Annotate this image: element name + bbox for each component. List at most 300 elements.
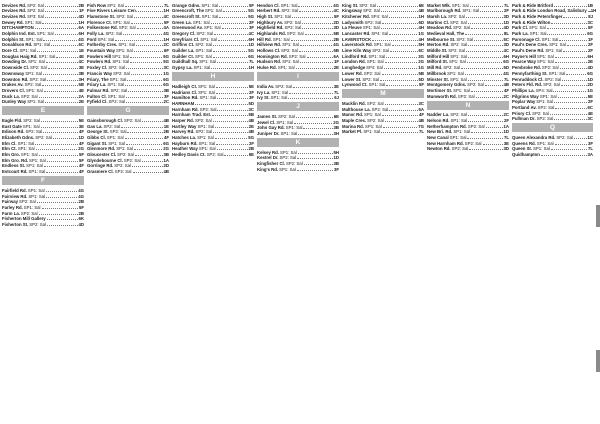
- grid-reference: 2E: [248, 123, 254, 129]
- postcode-area: SP2: Sal: [363, 70, 381, 76]
- postcode-area: SP2: Sal: [536, 116, 554, 122]
- grid-reference: 1H: [163, 36, 169, 42]
- street-name: Phillips La.: [512, 87, 535, 93]
- street-name: Park & Ride London Road, Salisbury: [512, 8, 587, 14]
- street-name: Hayburn Rd.: [172, 140, 198, 146]
- dot-leader: [299, 8, 332, 13]
- grid-reference: 3G: [418, 53, 424, 59]
- dot-leader: [215, 134, 247, 139]
- postcode-area: SP1: Sal: [285, 125, 303, 131]
- dot-leader: [212, 112, 247, 117]
- dot-leader: [195, 100, 247, 105]
- section-letter-heading: I: [257, 72, 339, 81]
- street-name: George St.: [87, 129, 109, 135]
- dot-leader: [382, 19, 417, 24]
- postcode-area: SP1: Sal: [25, 70, 42, 76]
- dot-leader: [45, 99, 78, 104]
- street-name: Highlands Rd.: [257, 31, 286, 37]
- grid-reference: 2A: [78, 93, 84, 99]
- street-name: James St.: [257, 113, 278, 119]
- street-name: Duck La.: [2, 93, 20, 99]
- grid-reference: 5G: [248, 13, 254, 19]
- street-name: Hollows Cl.: [257, 48, 281, 54]
- street-name: Grange Gdns.: [172, 2, 201, 8]
- grid-reference: 5F: [333, 13, 339, 19]
- grid-reference: 3F: [248, 95, 254, 101]
- street-name: High St.: [257, 13, 274, 19]
- grid-reference: 4H: [418, 25, 424, 31]
- grid-reference: 3E: [333, 83, 339, 89]
- index-entry: [342, 129, 424, 135]
- postcode-area: SP2: Sal: [199, 106, 217, 112]
- street-name: Market Wlk.: [427, 2, 451, 8]
- index-entry: [2, 169, 84, 175]
- postcode-area: SP1: Sal: [462, 8, 480, 14]
- street-name: Kitchener Rd.: [342, 13, 370, 19]
- index-entry: [427, 146, 509, 152]
- postcode-area: SP2: Sal: [450, 42, 468, 48]
- section-letter-heading: F: [2, 176, 84, 185]
- grid-reference: 5B: [78, 82, 84, 88]
- postcode-area: SP2: Sal: [110, 87, 128, 93]
- postcode-area: SP1: Sal: [449, 135, 467, 141]
- street-name: Ford: [87, 36, 97, 42]
- index-entry: [87, 99, 169, 105]
- dot-leader: [382, 70, 418, 75]
- index-column: [426, 2, 511, 424]
- postcode-area: SP2: Sal: [456, 36, 474, 42]
- postcode-area: SP2: Sal: [116, 13, 133, 19]
- dot-leader: [300, 59, 333, 64]
- street-name: Guildhall Sq.: [172, 59, 199, 65]
- grid-reference: 6C: [418, 48, 424, 54]
- street-name: Friary, The: [87, 76, 109, 82]
- grid-reference: 5B: [418, 70, 424, 76]
- dot-leader: [390, 48, 418, 53]
- street-name: Elm Gro. Rd.: [2, 157, 29, 163]
- dot-leader: [466, 48, 502, 53]
- grid-reference: 1D: [78, 135, 84, 141]
- postcode-area: SP2: Sal: [451, 146, 469, 152]
- grid-reference: 3F: [248, 25, 254, 31]
- dot-leader: [216, 140, 248, 145]
- street-name: Guilder La.: [172, 48, 195, 54]
- street-name: Ivy La.: [257, 89, 271, 95]
- postcode-area: SP1: Sal: [199, 59, 216, 65]
- grid-reference: 6G: [587, 70, 593, 76]
- dot-leader: [297, 155, 332, 160]
- grid-reference: 4F: [78, 163, 84, 169]
- postcode-area: SP1: Sal: [270, 95, 288, 101]
- grid-reference: 7G: [418, 123, 424, 129]
- grid-reference: 6G: [163, 82, 169, 88]
- dot-leader: [45, 8, 78, 13]
- postcode-area: SP1: Sal: [116, 146, 133, 152]
- postcode-area: SP2: Sal: [544, 76, 562, 82]
- postcode-area: SP1: Sal: [112, 53, 129, 59]
- grid-reference: 2F: [503, 117, 509, 123]
- dot-leader: [217, 59, 248, 64]
- postcode-area: SP1: Sal: [199, 95, 217, 101]
- street-name: Penruddock Cl.: [512, 76, 544, 82]
- street-name: Queen St.: [512, 146, 533, 152]
- grid-reference: 1A: [163, 157, 169, 163]
- street-name: Park & Ride Petersfinger: [512, 13, 563, 19]
- street-name: LAVERSTOCK: [342, 36, 372, 42]
- grid-reference: 4B: [248, 117, 254, 123]
- grid-reference: 4B: [163, 117, 169, 123]
- street-name: Ladysmith: [342, 19, 364, 25]
- street-name: Queens Rd.: [512, 140, 536, 146]
- dot-leader: [44, 163, 78, 168]
- index-column: [341, 2, 426, 424]
- dot-leader: [299, 48, 333, 53]
- grid-reference: 5H: [418, 42, 424, 48]
- dot-leader: [470, 2, 503, 7]
- street-name: Pullman Dr.: [512, 116, 536, 122]
- street-name: Park & Ride Britford: [512, 2, 554, 8]
- postcode-area: SP1: Sal: [536, 53, 554, 59]
- postcode-area: SP1: Sal: [205, 8, 222, 14]
- grid-reference: 7L: [587, 146, 593, 152]
- street-name: Estcourt Rd.: [2, 169, 28, 175]
- dot-leader: [291, 36, 333, 41]
- street-name: Elm Gro.: [2, 152, 20, 158]
- dot-leader: [42, 204, 78, 209]
- postcode-area: SP1: Sal: [27, 187, 45, 193]
- street-name: Queen Alexandra Rd.: [512, 135, 556, 141]
- grid-reference: 4H: [418, 36, 424, 42]
- postcode-area: SP1: Sal: [195, 48, 213, 54]
- street-name: India Av.: [257, 83, 275, 89]
- grid-reference: 6J: [334, 95, 339, 101]
- edge-thumb-tab: [596, 205, 600, 227]
- dot-leader: [554, 2, 586, 7]
- street-name: Newton Rd.: [427, 146, 451, 152]
- postcode-area: SP1: Sal: [282, 42, 299, 48]
- dot-leader: [217, 146, 248, 151]
- postcode-area: SP1: Sal: [363, 129, 381, 135]
- postcode-area: SP1: Sal: [24, 19, 42, 25]
- grid-reference: 3A: [587, 152, 593, 158]
- street-name: Medieval Hall, The: [427, 31, 465, 37]
- street-name: Harnham Trad. Est.: [172, 112, 212, 118]
- dot-leader: [560, 65, 587, 70]
- postcode-area: SP1: Sal: [28, 59, 45, 65]
- dot-leader: [563, 13, 587, 18]
- grid-reference: 4C: [503, 48, 509, 54]
- postcode-area: SP2: Sal: [25, 129, 43, 135]
- postcode-area: SP1: Sal: [29, 157, 46, 163]
- grid-reference: 3C: [587, 116, 593, 122]
- street-name: Farm La.: [2, 210, 20, 216]
- dot-leader: [483, 140, 503, 145]
- dot-leader: [39, 152, 78, 157]
- street-name: Park & Ride Wilton: [512, 19, 551, 25]
- dot-leader: [41, 117, 78, 122]
- grid-reference: 1G: [418, 31, 424, 37]
- grid-reference: 4C: [248, 31, 254, 37]
- street-name: Fairfield Rd.: [2, 187, 27, 193]
- postcode-area: SP1: Sal: [279, 149, 297, 155]
- grid-reference: 4B: [418, 117, 424, 123]
- grid-reference: 4D: [78, 13, 84, 19]
- postcode-area: SP1: Sal: [17, 140, 35, 146]
- postcode-area: SP1: Sal: [22, 123, 40, 129]
- street-name: Griffins Ct.: [172, 42, 195, 48]
- dot-leader: [389, 106, 417, 111]
- edge-thumb-tab: [596, 350, 600, 372]
- grid-reference: 3B: [333, 125, 339, 131]
- grid-reference: 6H: [503, 53, 509, 59]
- dot-leader: [551, 19, 586, 24]
- street-name: Dowding Dr.: [2, 59, 28, 65]
- grid-reference: 3C: [248, 106, 254, 112]
- postcode-area: SP1: Sal: [26, 163, 43, 169]
- postcode-area: SP1: Sal: [282, 59, 299, 65]
- dot-leader: [47, 216, 78, 221]
- index-entry: [427, 93, 509, 99]
- grid-reference: 4B: [163, 169, 169, 175]
- dot-leader: [563, 48, 587, 53]
- street-name: Hillview Rd.: [257, 42, 282, 48]
- street-name: Mumworth Rd.: [427, 93, 457, 99]
- dot-leader: [42, 82, 77, 87]
- postcode-area: SP1: Sal: [453, 129, 471, 135]
- grid-reference: 7L: [333, 89, 339, 95]
- postcode-area: SP1: Sal: [107, 93, 125, 99]
- street-name: New Harnham Rd.: [427, 140, 464, 146]
- grid-reference: 6C: [78, 42, 84, 48]
- dot-leader: [45, 2, 78, 7]
- dot-leader: [37, 199, 78, 204]
- postcode-area: SP2: Sal: [543, 82, 560, 88]
- grid-reference: 5F: [78, 204, 84, 210]
- dot-leader: [131, 70, 162, 75]
- postcode-area: SP2: Sal: [371, 106, 389, 112]
- street-name: Hadleigh Ct.: [172, 83, 198, 89]
- postcode-area: SP1: Sal: [201, 2, 219, 8]
- street-name: Hendon Cl.: [257, 2, 280, 8]
- grid-reference: 5D: [248, 100, 254, 106]
- grid-reference: 2C: [163, 42, 169, 48]
- index-column: [86, 2, 171, 424]
- dot-leader: [213, 48, 247, 53]
- street-name: Longhedge: [342, 65, 366, 71]
- postcode-area: SP1: Sal: [17, 146, 35, 152]
- street-name: Highfield Rd.: [257, 25, 284, 31]
- postcode-area: SP1: Sal: [109, 76, 127, 82]
- street-name: Dolphin St.: [2, 36, 25, 42]
- postcode-area: SP2: Sal: [20, 210, 38, 216]
- street-name: Poplar Way: [512, 99, 536, 105]
- postcode-area: SP2: Sal: [206, 152, 224, 158]
- street-name: Netherhampton Rd.: [427, 123, 467, 129]
- street-name: Douglas Haig Rd.: [2, 53, 38, 59]
- street-name: Jewel Cl.: [257, 119, 276, 125]
- grid-reference: 5E: [248, 83, 254, 89]
- postcode-area: SP2: Sal: [124, 117, 141, 123]
- dot-leader: [130, 59, 162, 64]
- postcode-area: SP1: Sal: [112, 59, 130, 65]
- dot-leader: [45, 13, 78, 18]
- street-name: Greyfriars Cl.: [172, 36, 200, 42]
- street-name: Hill Rd.: [257, 36, 272, 42]
- grid-reference: 4C: [163, 13, 169, 19]
- postcode-area: SP2: Sal: [366, 100, 384, 106]
- street-name: Drovers Cl.: [2, 87, 25, 93]
- dot-leader: [214, 30, 247, 35]
- postcode-area: SP1: Sal: [364, 112, 381, 118]
- grid-reference: 6G: [587, 31, 593, 37]
- grid-reference: 7L: [503, 76, 509, 82]
- grid-reference: 2D: [587, 82, 593, 88]
- grid-reference: 3E: [78, 123, 84, 129]
- dot-leader: [213, 117, 248, 122]
- grid-reference: 3F: [587, 140, 593, 146]
- street-name: Greencroft St.: [172, 13, 201, 19]
- street-name: DITCHAMPTON: [2, 25, 34, 31]
- postcode-area: SP2: Sal: [556, 135, 574, 141]
- street-name: Fulton Cl.: [87, 93, 107, 99]
- grid-reference: 5B: [333, 48, 339, 54]
- postcode-area: SP1: Sal: [450, 117, 468, 123]
- postcode-area: SP2: Sal: [362, 76, 380, 82]
- postcode-area: SP1: Sal: [362, 25, 380, 31]
- street-name: Lime Kiln Way: [342, 48, 372, 54]
- index-entry: [257, 130, 339, 136]
- grid-reference: 2G: [163, 146, 169, 152]
- dot-leader: [467, 134, 503, 139]
- dot-leader: [288, 95, 333, 100]
- grid-reference: 2B: [78, 2, 84, 8]
- dot-leader: [135, 152, 163, 157]
- grid-reference: 5F: [248, 2, 254, 8]
- postcode-area: SP2: Sal: [281, 8, 299, 14]
- dot-leader: [217, 95, 248, 100]
- postcode-area: SP1: Sal: [449, 76, 467, 82]
- postcode-area: SP1: Sal: [25, 36, 43, 42]
- grid-reference: 3B: [78, 70, 84, 76]
- section-letter-heading: G: [87, 106, 169, 115]
- street-name: Dewey Rd.: [2, 19, 24, 25]
- dot-leader: [588, 8, 590, 13]
- grid-reference: 3D: [503, 42, 509, 48]
- dot-leader: [47, 221, 78, 226]
- postcode-area: SP1: Sal: [203, 25, 221, 31]
- dot-leader: [223, 8, 248, 13]
- grid-reference: 1G: [587, 87, 593, 93]
- postcode-area: SP1: Sal: [198, 146, 216, 152]
- street-name: Marina Rd.: [342, 123, 364, 129]
- dot-leader: [219, 13, 247, 18]
- grid-reference: 7L: [503, 2, 509, 8]
- section-letter-heading: N: [427, 101, 509, 110]
- street-name: Gas La.: [87, 123, 103, 129]
- dot-leader: [566, 70, 586, 75]
- dot-leader: [46, 187, 78, 192]
- dot-leader: [383, 123, 418, 128]
- street-name: Francis Way: [87, 70, 113, 76]
- street-name: Folkestone Rd.: [87, 25, 118, 31]
- grid-reference: 2G: [78, 146, 84, 152]
- dot-leader: [35, 140, 78, 145]
- dot-leader: [381, 129, 418, 134]
- postcode-area: SP1: Sal: [28, 169, 46, 175]
- index-entry: [172, 65, 254, 71]
- postcode-area: SP2: Sal: [453, 25, 470, 31]
- street-name: Drakes Av.: [2, 82, 24, 88]
- section-letter-heading: E: [2, 106, 84, 115]
- street-name: Pennyfarthing St.: [512, 70, 548, 76]
- index-entry: [512, 152, 593, 158]
- grid-reference: 1D: [333, 155, 339, 161]
- grid-reference: 1G: [418, 65, 424, 71]
- index-entry: [87, 169, 169, 175]
- grid-reference: 2B: [78, 210, 84, 216]
- index-column: [256, 2, 341, 424]
- street-name: Fulmar Rd.: [87, 87, 110, 93]
- postcode-area: SP1: Sal: [536, 59, 554, 65]
- dot-leader: [219, 2, 248, 7]
- dot-leader: [553, 87, 586, 92]
- dot-leader: [47, 76, 77, 81]
- grid-reference: 5A: [418, 106, 424, 112]
- dot-leader: [43, 129, 78, 134]
- street-name: Paul's Dene Cres.: [512, 42, 549, 48]
- street-name: Lindford Rd.: [342, 53, 368, 59]
- postcode-area: SP1: Sal: [536, 140, 554, 146]
- dot-leader: [126, 140, 162, 145]
- grid-reference: 4E: [78, 53, 84, 59]
- grid-reference: 2F: [248, 19, 254, 25]
- street-name: Green La.: [172, 19, 192, 25]
- section-letter-heading: Q: [512, 123, 593, 132]
- postcode-area: SP1: Sal: [368, 82, 386, 88]
- grid-reference: 2F: [587, 99, 593, 105]
- grid-reference: 2F: [248, 140, 254, 146]
- postcode-area: SP2: Sal: [467, 123, 485, 129]
- dot-leader: [385, 117, 418, 122]
- postcode-area: SP2: Sal: [532, 110, 549, 116]
- grid-reference: 1F: [333, 59, 339, 65]
- grid-reference: 5F: [78, 152, 84, 158]
- grid-reference: 8J: [588, 13, 593, 19]
- grid-reference: 4G: [333, 2, 339, 8]
- street-name: Herbert Rd.: [257, 8, 281, 14]
- grid-reference: 1H: [248, 65, 254, 71]
- street-name: Dunley Way: [2, 99, 27, 105]
- dot-leader: [222, 25, 248, 30]
- street-name: King St.: [342, 2, 359, 8]
- postcode-area: SP2: Sal: [364, 19, 382, 25]
- grid-reference: 4D: [587, 65, 593, 71]
- dot-leader: [134, 48, 163, 53]
- street-name: Gloucester Cl.: [87, 152, 117, 158]
- dot-leader: [559, 36, 587, 41]
- grid-reference: 6H: [248, 36, 254, 42]
- street-name: Fowlers Rd.: [87, 59, 112, 65]
- street-name: Milford Hill: [427, 53, 450, 59]
- dot-leader: [39, 210, 78, 215]
- dot-leader: [289, 89, 333, 94]
- street-name: Fairview Rd.: [2, 193, 28, 199]
- street-name: Kelsey Rd.: [257, 149, 279, 155]
- street-name: Montgomery Gdns.: [427, 82, 467, 88]
- postcode-area: SP1: Sal: [192, 19, 210, 25]
- grid-reference: 3D: [503, 13, 509, 19]
- postcode-area: SP2: Sal: [118, 25, 136, 31]
